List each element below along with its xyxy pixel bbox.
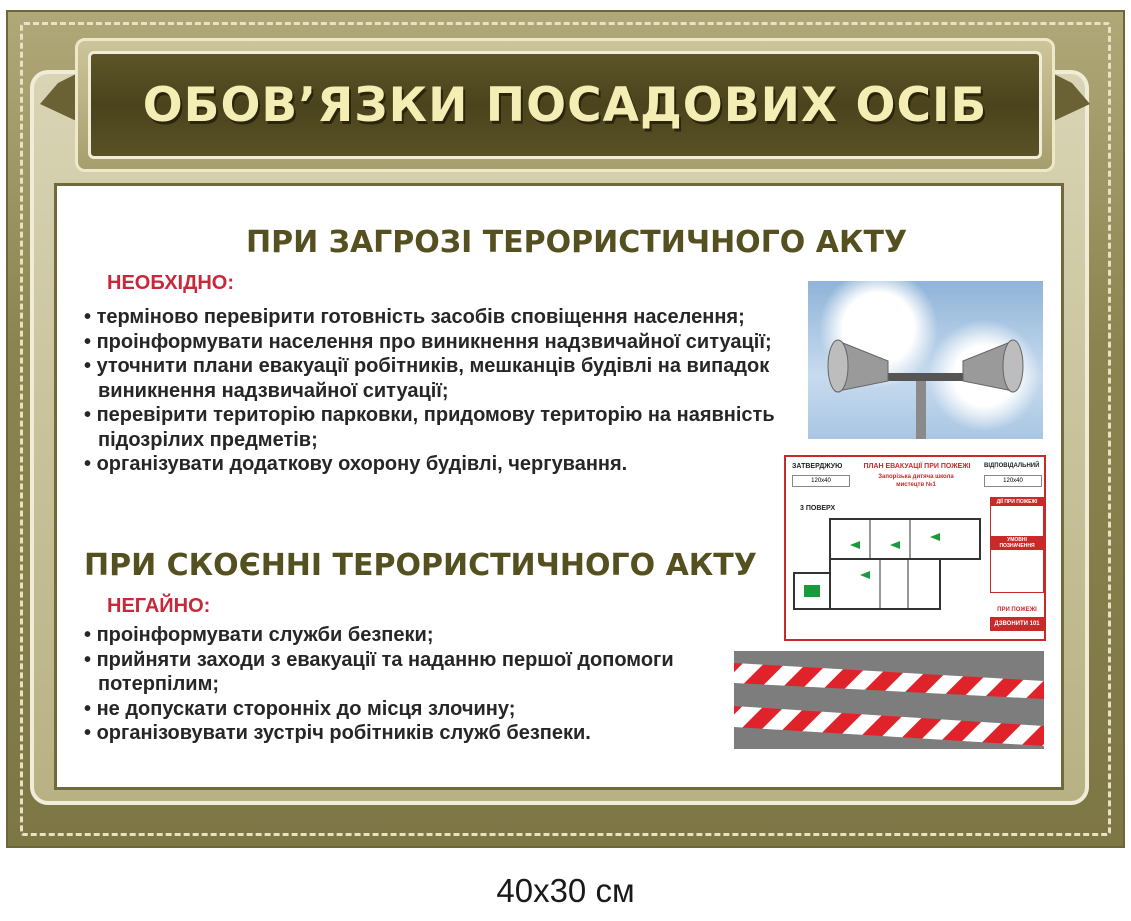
list-item: • уточнити плани евакуації робітників, мешканців будівлі на випадок виникнення надзвичайної ситуації; <box>84 354 804 403</box>
plan-subtitle: Запорізька дитяча школа мистецтв №1 <box>878 474 954 488</box>
plan-symbols-title: УМОВНІ ПОЗНАЧЕННЯ <box>991 536 1043 550</box>
loudspeaker-icon <box>808 281 1043 439</box>
title-banner <box>75 38 1055 172</box>
plan-call-number: ДЗВОНИТИ 101 <box>990 617 1044 631</box>
floor-plan-icon <box>790 515 986 615</box>
list-item: • терміново перевірити готовність засобів сповіщення населення; <box>84 305 804 330</box>
section1-label: НЕОБХІДНО: <box>107 272 235 294</box>
list-item: • не допускати сторонніх до місця злочину; <box>84 697 724 722</box>
list-item: • проінформувати служби безпеки; <box>84 623 724 648</box>
section2-list <box>84 623 724 746</box>
list-item: • організовувати зустріч робітників служб безпеки. <box>84 721 724 746</box>
list-item: • організувати додаткову охорону будівлі, чергування. <box>84 452 804 477</box>
page-title: ОБОВ’ЯЗКИ ПОСАДОВИХ ОСІБ <box>142 77 988 133</box>
section2-heading: ПРИ СКОЄННІ ТЕРОРИСТИЧНОГО АКТУ <box>84 548 757 583</box>
section2-label: НЕГАЙНО: <box>107 595 211 617</box>
barrier-tape-icon <box>734 651 1044 749</box>
plan-approve: ЗАТВЕРДЖУЮ <box>792 463 843 470</box>
plan-legend <box>990 497 1044 593</box>
list-item: • прийняти заходи з евакуації та наданню першої допомоги потерпілим; <box>84 648 724 697</box>
section1-heading: ПРИ ЗАГРОЗІ ТЕРОРИСТИЧНОГО АКТУ <box>246 225 908 260</box>
loudspeaker-photo <box>808 281 1043 439</box>
size-label: 40x30 см <box>496 872 635 909</box>
plan-size-left: 120x40 <box>792 475 850 487</box>
plan-size-right: 120x40 <box>984 475 1042 487</box>
plan-responsible: ВІДПОВІДАЛЬНИЙ <box>984 463 1040 469</box>
evacuation-plan <box>784 455 1046 641</box>
list-item: • перевірити територію парковки, придомову територію на наявність підозрілих предметів; <box>84 403 804 452</box>
title-banner-inner <box>88 51 1042 159</box>
section1-list <box>84 305 804 477</box>
barrier-tape-photo <box>734 651 1044 749</box>
plan-legend-title: ДІЇ ПРИ ПОЖЕЖІ <box>991 498 1043 506</box>
plan-floor: 3 ПОВЕРХ <box>800 505 836 512</box>
plan-title: ПЛАН ЕВАКУАЦІЇ ПРИ ПОЖЕЖІ <box>863 463 971 470</box>
list-item: • проінформувати населення про виникнення надзвичайної ситуації; <box>84 330 804 355</box>
plan-call: ПРИ ПОЖЕЖІ <box>997 607 1037 613</box>
